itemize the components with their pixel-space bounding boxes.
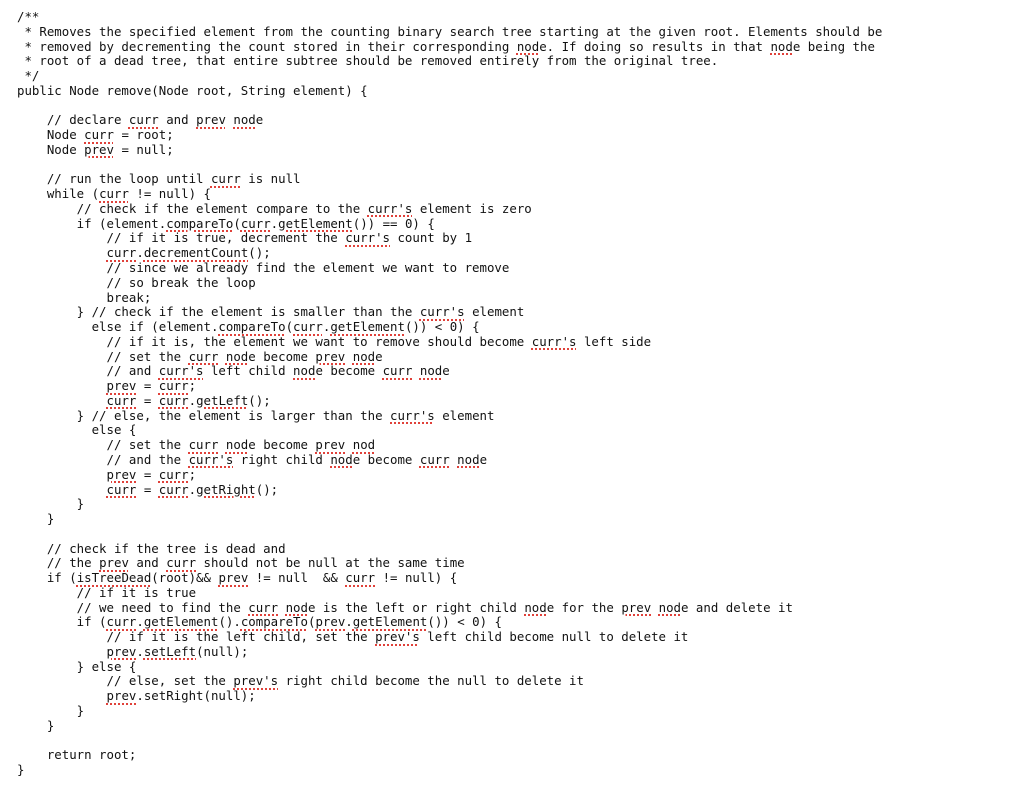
- spellcheck-flagged-word: prev: [315, 437, 346, 453]
- code-line: }: [17, 717, 55, 733]
- spellcheck-flagged-word: nod: [225, 437, 249, 453]
- spellcheck-flagged-word: curr's: [158, 363, 204, 379]
- code-line: prev = curr;: [106, 378, 197, 394]
- code-line: if (curr.getElement().compareTo(prev.getElement()) < 0) {: [17, 614, 502, 630]
- spellcheck-flagged-word: curr: [293, 319, 323, 335]
- code-line: } else {: [17, 658, 137, 674]
- spellcheck-flagged-word: nod: [457, 451, 480, 467]
- spellcheck-flagged-word: prev: [106, 643, 137, 659]
- spellcheck-flagged-word: prev: [196, 112, 226, 128]
- code-line: // else, set the prev's right child become the null to delete it: [17, 673, 584, 689]
- spellcheck-flagged-word: getElement: [352, 614, 428, 630]
- code-line: prev.setRight(null);: [106, 688, 256, 704]
- spellcheck-flagged-word: setLeft: [143, 643, 197, 659]
- spellcheck-flagged-word: curr's: [367, 200, 413, 216]
- code-line: if (element.compareTo(curr.getElement()) == 0) {: [17, 215, 435, 231]
- code-line: return root;: [17, 747, 137, 763]
- code-line: break;: [17, 289, 152, 305]
- spellcheck-flagged-word: compareTo: [218, 319, 286, 335]
- code-line: Node prev = null;: [17, 141, 174, 157]
- spellcheck-flagged-word: nod: [516, 38, 540, 54]
- code-line: while (curr != null) {: [17, 186, 211, 202]
- spellcheck-flagged-word: curr: [419, 451, 450, 467]
- spellcheck-flagged-word: curr: [99, 186, 129, 202]
- spellcheck-flagged-word: curr: [345, 570, 376, 586]
- spellcheck-flagged-word: curr: [158, 378, 189, 394]
- code-line: public Node remove(Node root, String element) {: [17, 82, 368, 98]
- code-line: // if it is, the element we want to remove should become curr's left side: [17, 333, 652, 349]
- spellcheck-flagged-word: curr's: [345, 230, 390, 246]
- spellcheck-flagged-word: curr's: [531, 333, 577, 349]
- spellcheck-flagged-word: curr: [84, 127, 114, 143]
- code-line: // check if the tree is dead and: [17, 540, 286, 556]
- spellcheck-flagged-word: curr: [158, 466, 189, 482]
- spellcheck-flagged-word: prev: [315, 348, 346, 364]
- spellcheck-flagged-word: getElement: [278, 215, 353, 231]
- code-line: // if it is the left child, set the prev's left child become null to delete it: [17, 629, 689, 645]
- spellcheck-flagged-word: prev's: [375, 629, 420, 645]
- code-line: // set the curr node become prev nod: [17, 437, 376, 453]
- code-line: // so break the loop: [17, 274, 256, 290]
- code-line: * removed by decrementing the count stored in their corresponding node. If doing so results in that node being the: [17, 38, 875, 54]
- code-line: }: [17, 496, 85, 512]
- code-line: [17, 734, 1024, 749]
- spellcheck-flagged-word: nod: [419, 363, 443, 379]
- code-line: // declare curr and prev node: [17, 112, 264, 128]
- spellcheck-flagged-word: curr: [106, 245, 137, 261]
- code-line: curr = curr.getLeft();: [106, 392, 271, 408]
- spellcheck-flagged-word: curr: [106, 614, 137, 630]
- code-line: curr.decrementCount();: [106, 245, 271, 261]
- code-line: * Removes the specified element from the counting binary search tree starting at the given root. Elements should be: [17, 23, 883, 39]
- code-line: prev = curr;: [106, 466, 197, 482]
- spellcheck-flagged-word: prev: [106, 688, 137, 704]
- spellcheck-flagged-word: curr: [210, 171, 241, 187]
- spellcheck-flagged-word: nod: [285, 599, 308, 615]
- spellcheck-flagged-word: curr: [106, 392, 137, 408]
- spellcheck-flagged-word: prev: [218, 570, 249, 586]
- spellcheck-flagged-word: nod: [330, 451, 353, 467]
- spellcheck-flagged-word: prev: [99, 555, 129, 571]
- code-line: curr = curr.getRight();: [106, 481, 279, 497]
- spellcheck-flagged-word: nod: [658, 599, 682, 615]
- spellcheck-flagged-word: prev's: [233, 673, 279, 689]
- code-line: }: [17, 511, 55, 527]
- spellcheck-flagged-word: curr: [240, 215, 271, 231]
- code-line: }: [17, 702, 85, 718]
- code-line: } // else, the element is larger than the curr's element: [17, 407, 495, 423]
- spellcheck-flagged-word: curr: [106, 481, 137, 497]
- code-line: }: [17, 762, 25, 778]
- code-line: // and the curr's right child node become curr node: [17, 451, 488, 467]
- spellcheck-flagged-word: curr's: [419, 304, 465, 320]
- spellcheck-flagged-word: prev: [621, 599, 652, 615]
- code-line: // if it is true, decrement the curr's count by 1: [17, 230, 473, 246]
- code-line: [17, 99, 1024, 114]
- spellcheck-flagged-word: prev: [106, 466, 137, 482]
- spellcheck-flagged-word: nod: [770, 38, 793, 54]
- code-line: /**: [17, 9, 40, 24]
- code-line: * root of a dead tree, that entire subtree should be removed entirely from the original tree.: [17, 53, 719, 69]
- spellcheck-flagged-word: curr: [382, 363, 413, 379]
- spellcheck-flagged-word: curr: [158, 392, 189, 408]
- code-line: else {: [17, 422, 137, 438]
- spellcheck-flagged-word: nod: [352, 437, 376, 453]
- code-line: // check if the element compare to the curr's element is zero: [17, 200, 532, 216]
- code-line: // we need to find the curr node is the left or right child node for the prev node and delete it: [17, 599, 793, 615]
- spellcheck-flagged-word: getRight: [196, 481, 256, 497]
- spellcheck-flagged-word: nod: [233, 112, 256, 128]
- code-line: // and curr's left child node become curr node: [17, 363, 450, 379]
- code-line: // the prev and curr should not be null at the same time: [17, 555, 465, 571]
- spellcheck-flagged-word: curr: [248, 599, 279, 615]
- spellcheck-flagged-word: isTreeDead: [76, 570, 152, 586]
- spellcheck-flagged-word: curr: [188, 437, 219, 453]
- spellcheck-flagged-word: getElement: [143, 614, 219, 630]
- code-line: prev.setLeft(null);: [106, 643, 249, 659]
- spellcheck-flagged-word: prev: [84, 141, 114, 157]
- code-line: Node curr = root;: [17, 127, 174, 143]
- code-line: if (isTreeDead(root)&& prev != null && curr != null) {: [17, 570, 458, 586]
- code-line: */: [17, 68, 40, 84]
- spellcheck-flagged-word: decrementCount: [143, 245, 249, 261]
- code-line: // set the curr node become prev node: [17, 348, 383, 364]
- code-line: } // check if the element is smaller than the curr's element: [17, 304, 525, 320]
- spellcheck-flagged-word: curr: [158, 481, 189, 497]
- code-line: [17, 158, 1024, 173]
- spellcheck-flagged-word: nod: [293, 363, 316, 379]
- spellcheck-flagged-word: compareTo: [240, 614, 308, 630]
- code-line: // if it is true: [17, 584, 197, 600]
- code-line: // since we already find the element we want to remove: [17, 260, 510, 276]
- spellcheck-flagged-word: compareTo: [166, 215, 234, 231]
- spellcheck-flagged-word: getLeft: [196, 392, 249, 408]
- spellcheck-flagged-word: nod: [225, 348, 249, 364]
- spellcheck-flagged-word: curr: [166, 555, 197, 571]
- code-line: // run the loop until curr is null: [17, 171, 301, 187]
- spellcheck-flagged-word: prev: [106, 378, 137, 394]
- spellcheck-flagged-word: prev: [315, 614, 346, 630]
- code-line: [17, 527, 1024, 542]
- spellcheck-flagged-word: nod: [524, 599, 547, 615]
- code-lines: [17, 10, 1024, 778]
- code-line: else if (element.compareTo(curr.getElement()) < 0) {: [17, 319, 480, 335]
- spellcheck-flagged-word: curr's: [390, 407, 435, 423]
- spellcheck-flagged-word: nod: [352, 348, 376, 364]
- spellcheck-flagged-word: curr: [188, 348, 219, 364]
- spellcheck-flagged-word: curr: [128, 112, 159, 128]
- spellcheck-flagged-word: curr's: [188, 451, 234, 467]
- spellcheck-flagged-word: getElement: [330, 319, 405, 335]
